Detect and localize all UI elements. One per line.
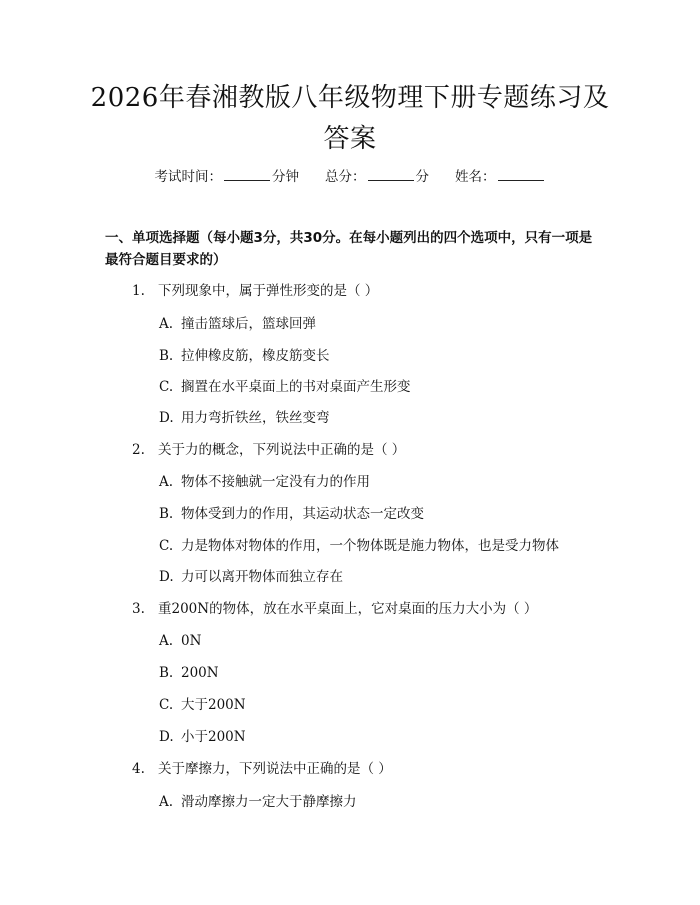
option-3c — [159, 695, 246, 715]
option-1c — [159, 377, 411, 397]
option-letter: B. — [159, 665, 174, 681]
total-score-unit: 分 — [415, 169, 429, 185]
total-score-field — [325, 167, 429, 187]
option-2b — [159, 504, 424, 524]
option-text: 小于200N — [181, 729, 246, 745]
option-letter: A. — [159, 316, 174, 332]
option-1d — [159, 408, 330, 428]
option-2c — [159, 536, 559, 556]
question-number: 2. — [132, 442, 145, 458]
student-name-field — [455, 167, 546, 187]
option-letter: C. — [159, 538, 174, 554]
option-letter: C. — [159, 379, 174, 395]
option-text: 力可以离开物体而独立存在 — [181, 569, 343, 585]
option-letter: D. — [159, 569, 174, 585]
question-text: 重200N的物体，放在水平桌面上，它对桌面的压力大小为（ ） — [158, 601, 538, 617]
exam-time-blank — [224, 167, 270, 181]
option-letter: A. — [159, 474, 174, 490]
option-letter: D. — [159, 729, 174, 745]
exam-time-label: 考试时间： — [154, 169, 222, 185]
option-letter: B. — [159, 348, 174, 364]
option-3d — [159, 727, 246, 747]
option-text: 物体不接触就一定没有力的作用 — [181, 474, 370, 490]
option-text: 搁置在水平桌面上的书对桌面产生形变 — [181, 379, 411, 395]
total-score-label: 总分： — [325, 169, 366, 185]
student-name-label: 姓名： — [455, 169, 496, 185]
question-4 — [132, 759, 392, 779]
option-letter: A. — [159, 794, 174, 810]
question-text: 关于力的概念，下列说法中正确的是（ ） — [158, 442, 406, 458]
question-number: 3. — [132, 601, 145, 617]
section-heading: 一、单项选择题（每小题3分，共30分。在每小题列出的四个选项中，只有一项是最符合题目要求的） — [105, 230, 593, 268]
option-2a — [159, 472, 370, 492]
option-text: 滑动摩擦力一定大于静摩擦力 — [181, 794, 357, 810]
option-letter: D. — [159, 410, 174, 426]
option-3b — [159, 663, 219, 683]
question-number: 1. — [132, 283, 145, 299]
option-text: 用力弯折铁丝，铁丝变弯 — [181, 410, 330, 426]
option-letter: C. — [159, 697, 174, 713]
question-number: 4. — [132, 761, 145, 777]
option-1a — [159, 314, 316, 334]
exam-info-line — [0, 167, 700, 187]
question-text: 下列现象中，属于弹性形变的是（ ） — [158, 283, 379, 299]
document-title: 2026年春湘教版八年级物理下册专题练习及答案 — [90, 83, 610, 154]
option-text: 撞击篮球后，篮球回弹 — [181, 316, 316, 332]
option-text: 物体受到力的作用，其运动状态一定改变 — [181, 506, 424, 522]
option-letter: A. — [159, 633, 174, 649]
exam-time-field — [155, 167, 300, 187]
option-text: 0N — [181, 633, 202, 649]
option-2d — [159, 567, 343, 587]
option-text: 大于200N — [181, 697, 246, 713]
option-text: 拉伸橡皮筋，橡皮筋变长 — [181, 348, 330, 364]
question-1 — [132, 281, 378, 301]
exam-time-unit: 分钟 — [272, 169, 299, 185]
question-text: 关于摩擦力，下列说法中正确的是（ ） — [158, 761, 392, 777]
question-3 — [132, 599, 537, 619]
total-score-blank — [368, 167, 414, 181]
option-3a — [159, 631, 201, 651]
question-2 — [132, 440, 405, 460]
student-name-blank — [498, 167, 544, 181]
option-text: 200N — [181, 665, 219, 681]
option-letter: B. — [159, 506, 174, 522]
option-text: 力是物体对物体的作用，一个物体既是施力物体，也是受力物体 — [181, 538, 559, 554]
option-1b — [159, 346, 330, 366]
option-4a — [159, 792, 357, 812]
